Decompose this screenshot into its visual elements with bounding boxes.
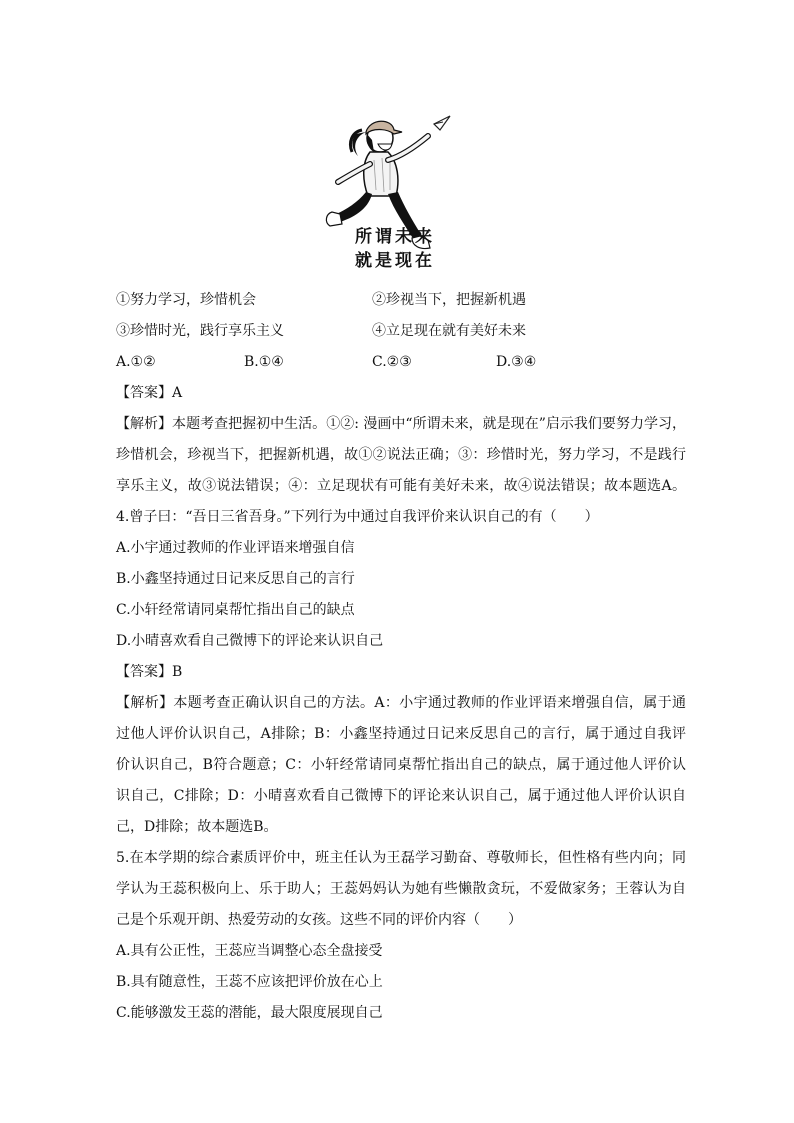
q3-answer: 【答案】A: [116, 385, 183, 401]
q5-choice-c: C.能够激发王蕊的潜能，最大限度展现自己: [116, 1005, 383, 1021]
q5-choice-a: A.具有公正性，王蕊应当调整心态全盘接受: [116, 943, 383, 959]
q4-choice-d: D.小晴喜欢看自己微博下的评论来认识自己: [116, 633, 384, 649]
q4-answer: 【答案】B: [116, 664, 183, 680]
q3-option-3: ③珍惜时光，践行享乐主义: [116, 323, 284, 339]
q3-option-4: ④立足现在就有美好未来: [372, 323, 526, 339]
q3-option-1: ①努力学习，珍惜机会: [116, 292, 256, 308]
q4-analysis-line4: 识自己，C排除；D：小晴喜欢看自己微博下的评论来认识自己，属于通过他人评价认识自: [116, 788, 686, 804]
illustration-caption-line2: 就是现在: [355, 251, 435, 271]
q4-stem: 4.曾子曰：“吾日三省吾身。”下列行为中通过自我评价来认识自己的有（ ）: [116, 509, 599, 525]
q3-analysis-line2: 珍惜机会，珍视当下，把握新机遇，故①②说法正确；③：珍惜时光，努力学习，不是践行: [116, 447, 686, 463]
q4-choice-c: C.小轩经常请同桌帮忙指出自己的缺点: [116, 602, 355, 618]
q3-choice-a: A.①②: [116, 354, 156, 370]
q5-choice-b: B.具有随意性，王蕊不应该把评价放在心上: [116, 974, 383, 990]
q3-analysis-line3: 享乐主义，故③说法错误；④：立足现状有可能有美好未来，故④说法错误；故本题选A。: [116, 478, 686, 494]
q3-choice-d: D.③④: [496, 354, 537, 370]
q3-choice-c: C.②③: [372, 354, 412, 370]
q4-analysis-line5: 己，D排除；故本题选B。: [116, 819, 278, 835]
q4-analysis-line2: 过他人评价认识自己，A排除；B：小鑫坚持通过日记来反思自己的言行，属于通过自我评: [116, 726, 686, 742]
q4-analysis-line1: 【解析】本题考查正确认识自己的方法。A：小宇通过教师的作业评语来增强自信，属于通: [116, 695, 686, 711]
q3-choice-b: B.①④: [244, 354, 284, 370]
q3-option-2: ②珍视当下，把握新机遇: [372, 292, 526, 308]
q3-analysis-line1: 【解析】本题考查把握初中生活。①②: 漫画中“所谓未来，就是现在”启示我们要努力学习，: [116, 416, 686, 432]
q4-analysis-line3: 价认识自己，B符合题意；C：小轩经常请同桌帮忙指出自己的缺点，属于通过他人评价认: [116, 757, 686, 773]
q4-choice-b: B.小鑫坚持通过日记来反思自己的言行: [116, 571, 355, 587]
q4-choice-a: A.小宇通过教师的作业评语来增强自信: [116, 540, 355, 556]
q5-stem-line1: 5.在本学期的综合素质评价中，班主任认为王磊学习勤奋、尊敬师长，但性格有些内向；同: [116, 850, 686, 866]
q5-stem-line3: 己是个乐观开朗、热爱劳动的女孩。这些不同的评价内容（ ）: [116, 912, 522, 928]
illustration-caption-line1: 所谓未来: [355, 227, 435, 247]
paper-plane-icon: [434, 116, 450, 130]
q5-stem-line2: 学认为王蕊积极向上、乐于助人；王蕊妈妈认为她有些懒散贪玩，不爱做家务；王蓉认为自: [116, 881, 686, 897]
